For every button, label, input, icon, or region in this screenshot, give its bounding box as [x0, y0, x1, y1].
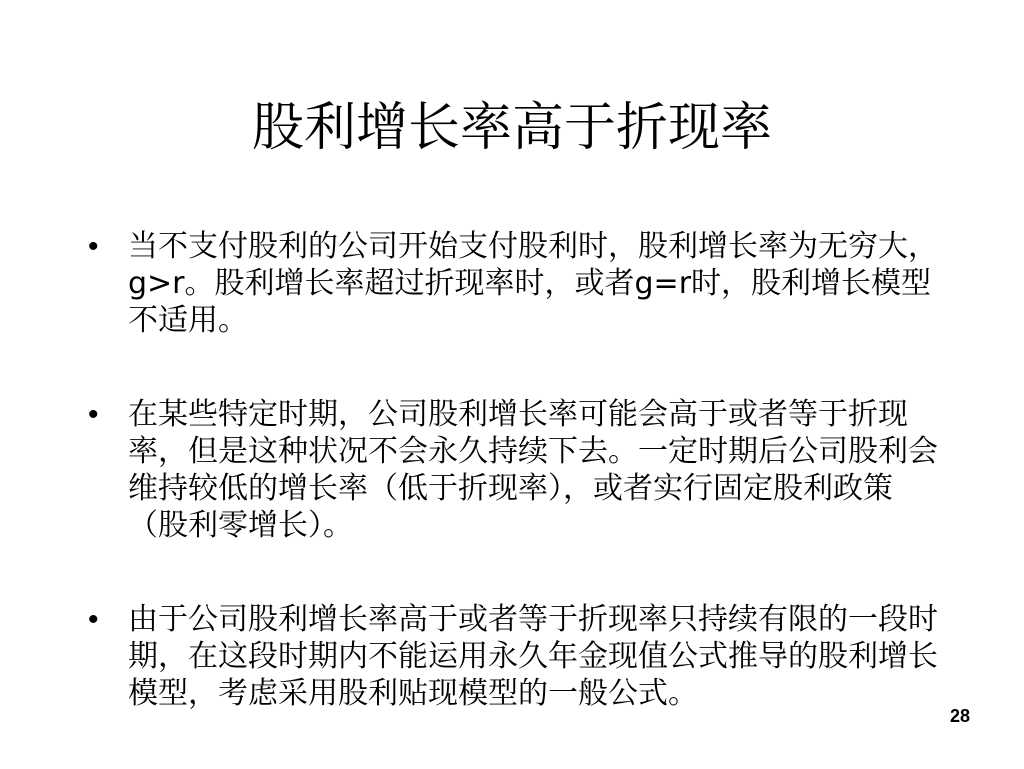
bullet-item	[88, 228, 948, 339]
bullet-text: 在某些特定时期，公司股利增长率可能会高于或者等于折现率，但是这种状况不会永久持续下去。一定时期后公司股利会维持较低的增长率（低于折现率），或者实行固定股利政策（股利零增长）。	[128, 397, 938, 543]
bullet-text: 当不支付股利的公司开始支付股利时，股利增长率为无穷大，g>r。股利增长率超过折现率时，或者g=r时，股利增长模型不适用。	[128, 229, 938, 338]
bullet-item	[88, 396, 948, 544]
bullet-icon: •	[88, 603, 99, 636]
page-number: 28	[949, 706, 970, 726]
bullet-item	[88, 601, 948, 712]
bullet-icon: •	[88, 230, 99, 263]
bullet-text: 由于公司股利增长率高于或者等于折现率只持续有限的一段时期，在这段时期内不能运用永久年金现值公式推导的股利增长模型，考虑采用股利贴现模型的一般公式。	[128, 602, 938, 711]
slide-title: 股利增长率高于折现率	[251, 98, 772, 158]
bullet-icon: •	[88, 398, 99, 431]
bullet-list	[88, 228, 968, 769]
